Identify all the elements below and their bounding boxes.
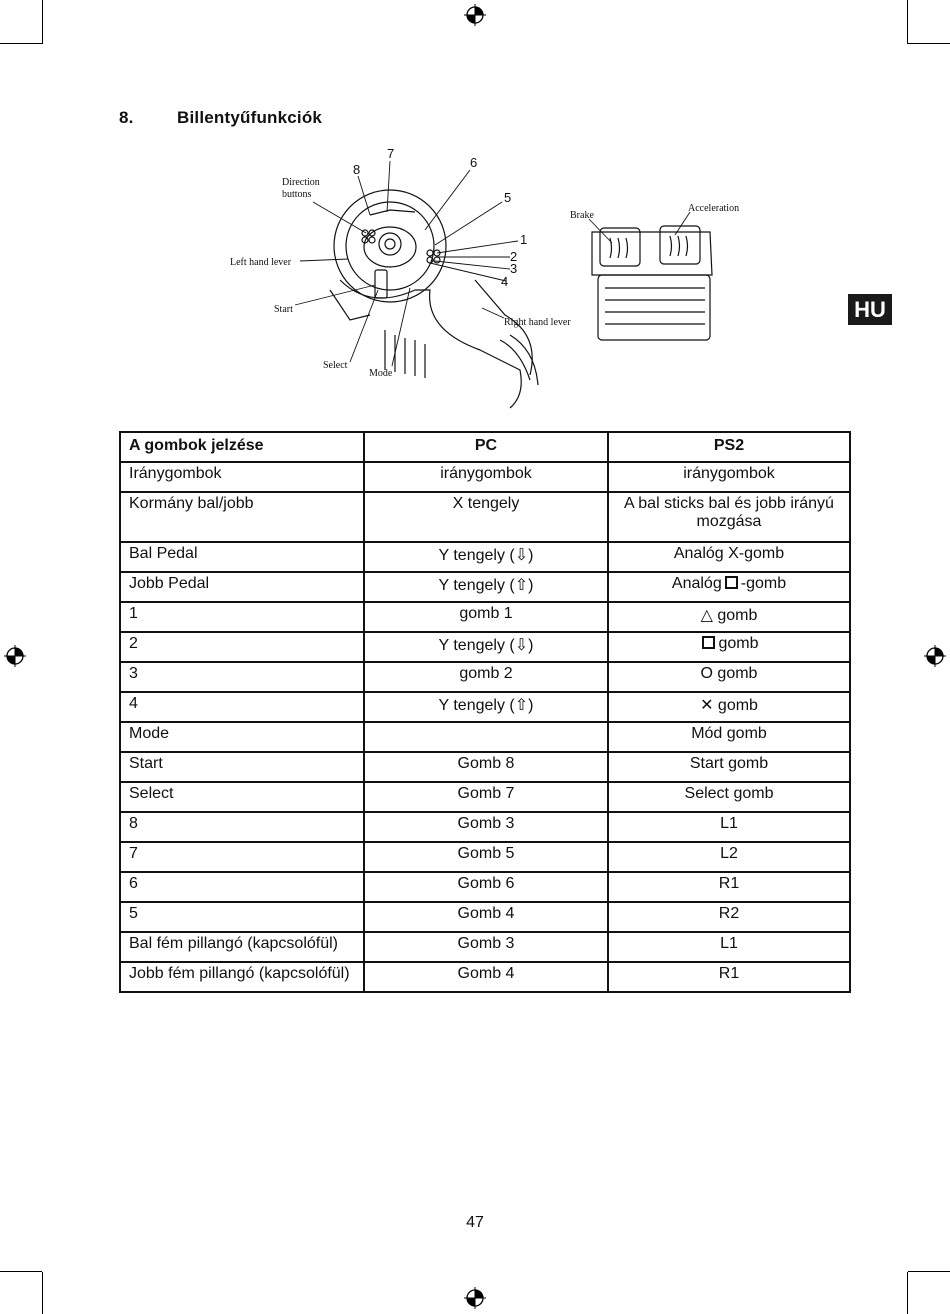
leader-lines	[295, 161, 690, 366]
cell-pc: Gomb 8	[364, 752, 608, 782]
crop-mark	[42, 1272, 43, 1314]
table-row	[120, 812, 850, 842]
table-row	[120, 462, 850, 492]
label-n8: 8	[353, 162, 361, 177]
registration-mark-icon	[924, 645, 946, 667]
section-number: 8.	[119, 108, 134, 127]
cell-pc: Gomb 3	[364, 812, 608, 842]
cell-ps2: iránygombok	[608, 462, 850, 492]
cell-ps2: Select gomb	[608, 782, 850, 812]
cell-label: 5	[120, 902, 364, 932]
table-row	[120, 572, 850, 602]
cell-label: 2	[120, 632, 364, 662]
page-number: 47	[466, 1214, 484, 1231]
cell-label: Select	[120, 782, 364, 812]
language-tab: HU	[848, 294, 892, 325]
table-row	[120, 692, 850, 722]
square-icon	[725, 576, 738, 589]
crop-mark	[907, 1272, 908, 1314]
cell-pc: Gomb 4	[364, 902, 608, 932]
cell-pc: Gomb 3	[364, 932, 608, 962]
cell-pc: Y tengely (⇩)	[364, 632, 608, 662]
crop-mark	[0, 1271, 42, 1272]
cell-ps2: Start gomb	[608, 752, 850, 782]
cell-ps2: R1	[608, 962, 850, 992]
label-n6: 6	[470, 155, 478, 170]
label-left-hand-lever: Left hand lever	[230, 257, 292, 268]
header-pc: PC	[364, 432, 608, 462]
registration-mark-icon	[4, 645, 26, 667]
registration-mark-icon	[464, 1287, 486, 1309]
label-n4: 4	[501, 274, 509, 289]
crop-mark	[907, 0, 908, 44]
cell-label: Kormány bal/jobb	[120, 492, 364, 542]
label-n2: 2	[510, 249, 518, 264]
cell-pc: gomb 1	[364, 602, 608, 632]
registration-mark-icon	[464, 4, 486, 26]
label-acceleration: Acceleration	[688, 203, 740, 214]
table-row	[120, 722, 850, 752]
cell-pc: Gomb 6	[364, 872, 608, 902]
cell-pc: iránygombok	[364, 462, 608, 492]
wheel-pedal-diagram	[220, 140, 760, 415]
table-row	[120, 602, 850, 632]
cell-label: 4	[120, 692, 364, 722]
label-direction-buttons-2: buttons	[282, 189, 312, 200]
label-n3: 3	[510, 261, 518, 276]
cell-pc: Gomb 4	[364, 962, 608, 992]
cell-label: Bal Pedal	[120, 542, 364, 572]
cell-ps2: △ gomb	[608, 602, 850, 632]
cell-label: 3	[120, 662, 364, 692]
cell-label: Start	[120, 752, 364, 782]
cell-label: Bal fém pillangó (kapcsolófül)	[120, 932, 364, 962]
cell-ps2: L2	[608, 842, 850, 872]
cell-pc: Y tengely (⇩)	[364, 542, 608, 572]
table-row	[120, 632, 850, 662]
cell-ps2: O gomb	[608, 662, 850, 692]
cell-pc: Gomb 5	[364, 842, 608, 872]
cell-ps2: L1	[608, 812, 850, 842]
table-row	[120, 492, 850, 542]
cell-pc: Y tengely (⇧)	[364, 572, 608, 602]
cell-ps2-suffix: -gomb	[740, 575, 787, 592]
table-row	[120, 662, 850, 692]
cell-pc: gomb 2	[364, 662, 608, 692]
cell-pc: Gomb 7	[364, 782, 608, 812]
table-row	[120, 752, 850, 782]
cell-ps2	[608, 572, 850, 602]
cell-label: Jobb fém pillangó (kapcsolófül)	[120, 962, 364, 992]
pedal-unit-drawing	[592, 226, 712, 340]
cell-pc	[364, 722, 608, 752]
header-ps2: PS2	[608, 432, 850, 462]
cell-ps2-prefix: Analóg	[671, 575, 722, 592]
crop-mark	[908, 1271, 950, 1272]
cell-ps2: A bal sticks bal és jobb irányú mozgása	[608, 492, 850, 542]
table-row	[120, 782, 850, 812]
cell-label: 6	[120, 872, 364, 902]
label-right-hand-lever: Right hand lever	[504, 317, 571, 328]
cell-ps2: ✕ gomb	[608, 692, 850, 722]
crop-mark	[0, 43, 42, 44]
cell-ps2-suffix: gomb	[718, 635, 759, 652]
key-function-table	[119, 431, 851, 993]
table-row	[120, 842, 850, 872]
steering-wheel-drawing	[330, 190, 538, 408]
square-icon	[702, 636, 715, 649]
cell-label: Jobb Pedal	[120, 572, 364, 602]
cell-pc: Y tengely (⇧)	[364, 692, 608, 722]
table-row	[120, 872, 850, 902]
header-label: A gombok jelzése	[120, 432, 364, 462]
cell-ps2	[608, 632, 850, 662]
cell-label: 1	[120, 602, 364, 632]
label-mode: Mode	[369, 368, 393, 379]
cell-label: 8	[120, 812, 364, 842]
cell-ps2: Analóg X-gomb	[608, 542, 850, 572]
label-start: Start	[274, 304, 293, 315]
table-row	[120, 542, 850, 572]
crop-mark	[42, 0, 43, 44]
label-brake: Brake	[570, 210, 594, 221]
label-n5: 5	[504, 190, 512, 205]
cell-ps2: R1	[608, 872, 850, 902]
cell-ps2: Mód gomb	[608, 722, 850, 752]
cell-label: Mode	[120, 722, 364, 752]
cell-pc: X tengely	[364, 492, 608, 542]
label-n7: 7	[387, 146, 395, 161]
cell-ps2: R2	[608, 902, 850, 932]
table-header-row	[120, 432, 850, 462]
label-direction-buttons: Direction	[282, 177, 320, 188]
table-row	[120, 962, 850, 992]
cell-label: Iránygombok	[120, 462, 364, 492]
table-row	[120, 902, 850, 932]
cell-ps2: L1	[608, 932, 850, 962]
crop-mark	[908, 43, 950, 44]
table-row	[120, 932, 850, 962]
section-heading	[119, 108, 322, 128]
label-n1: 1	[520, 232, 528, 247]
label-select: Select	[323, 360, 348, 371]
cell-label: 7	[120, 842, 364, 872]
section-title: Billentyűfunkciók	[177, 108, 323, 127]
